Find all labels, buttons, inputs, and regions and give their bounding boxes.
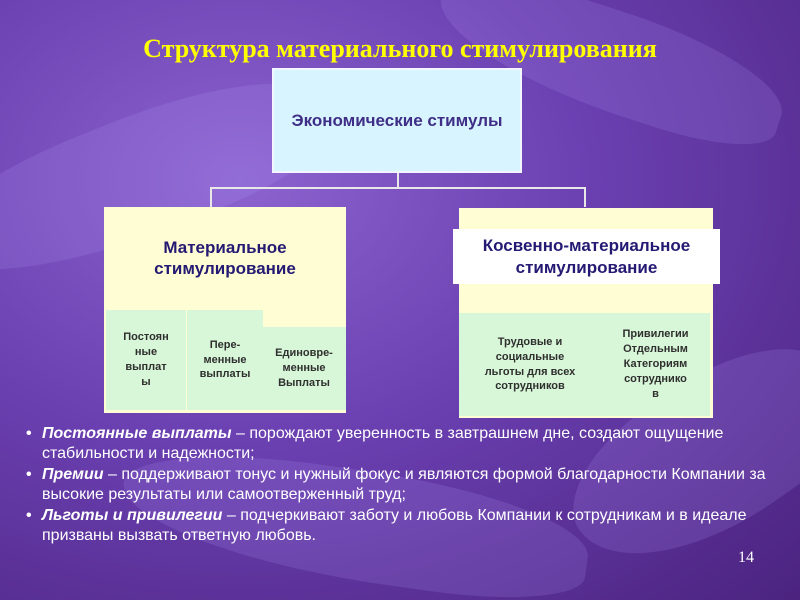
bullet-marker: • — [26, 506, 32, 524]
bullet-list — [26, 424, 786, 547]
diagram-connector — [210, 187, 212, 207]
privileges-box: Привилегии Отдельным Категориям сотруднико в — [601, 313, 710, 416]
diagram-connector — [584, 187, 586, 207]
page-number: 14 — [738, 549, 754, 566]
permanent-payments-box: Постоян ные выплат ы — [106, 310, 186, 410]
bullet-term: Премии — [42, 465, 104, 483]
bullet-marker: • — [26, 425, 32, 442]
labor-social-benefits-box: Трудовые и социальные льготы для всех сотрудников — [459, 313, 601, 416]
economic-stimuli-box: Экономические стимулы — [272, 68, 522, 173]
bullet-item — [26, 506, 786, 547]
slide-title: Структура материального стимулирования — [143, 34, 657, 63]
bullet-text — [42, 506, 786, 547]
bullet-description: – подчеркивают заботу и любовь Компании к сотрудникам и в идеале призваны вызвать ответную любовь. — [42, 506, 747, 545]
one-time-payments-box: Единовре- менные Выплаты — [262, 327, 346, 410]
bullet-text — [42, 424, 786, 465]
bullet-marker: • — [26, 465, 32, 483]
bullet-description: – поддерживают тонус и нужный фокус и являются формой благодарности Компании за высокие результаты или самоотверженный труд; — [42, 465, 766, 504]
bullet-text — [42, 465, 786, 506]
bullet-description: – порождают уверенность в завтрашнем дне, создают ощущение стабильности и надежности; — [42, 425, 724, 463]
bullet-term: Постоянные выплаты — [42, 425, 232, 442]
material-stimulation-title: Материальное стимулирование — [154, 237, 296, 278]
indirect-material-stimulation-title: Косвенно-материальное стимулирование — [453, 229, 720, 284]
diagram-connector — [210, 187, 585, 189]
bullet-term: Льготы и привилегии — [42, 506, 223, 524]
bullet-item — [26, 465, 786, 506]
bullet-item — [26, 424, 786, 465]
variable-payments-box: Пере- менные выплаты — [187, 310, 263, 410]
diagram-connector — [397, 173, 399, 188]
